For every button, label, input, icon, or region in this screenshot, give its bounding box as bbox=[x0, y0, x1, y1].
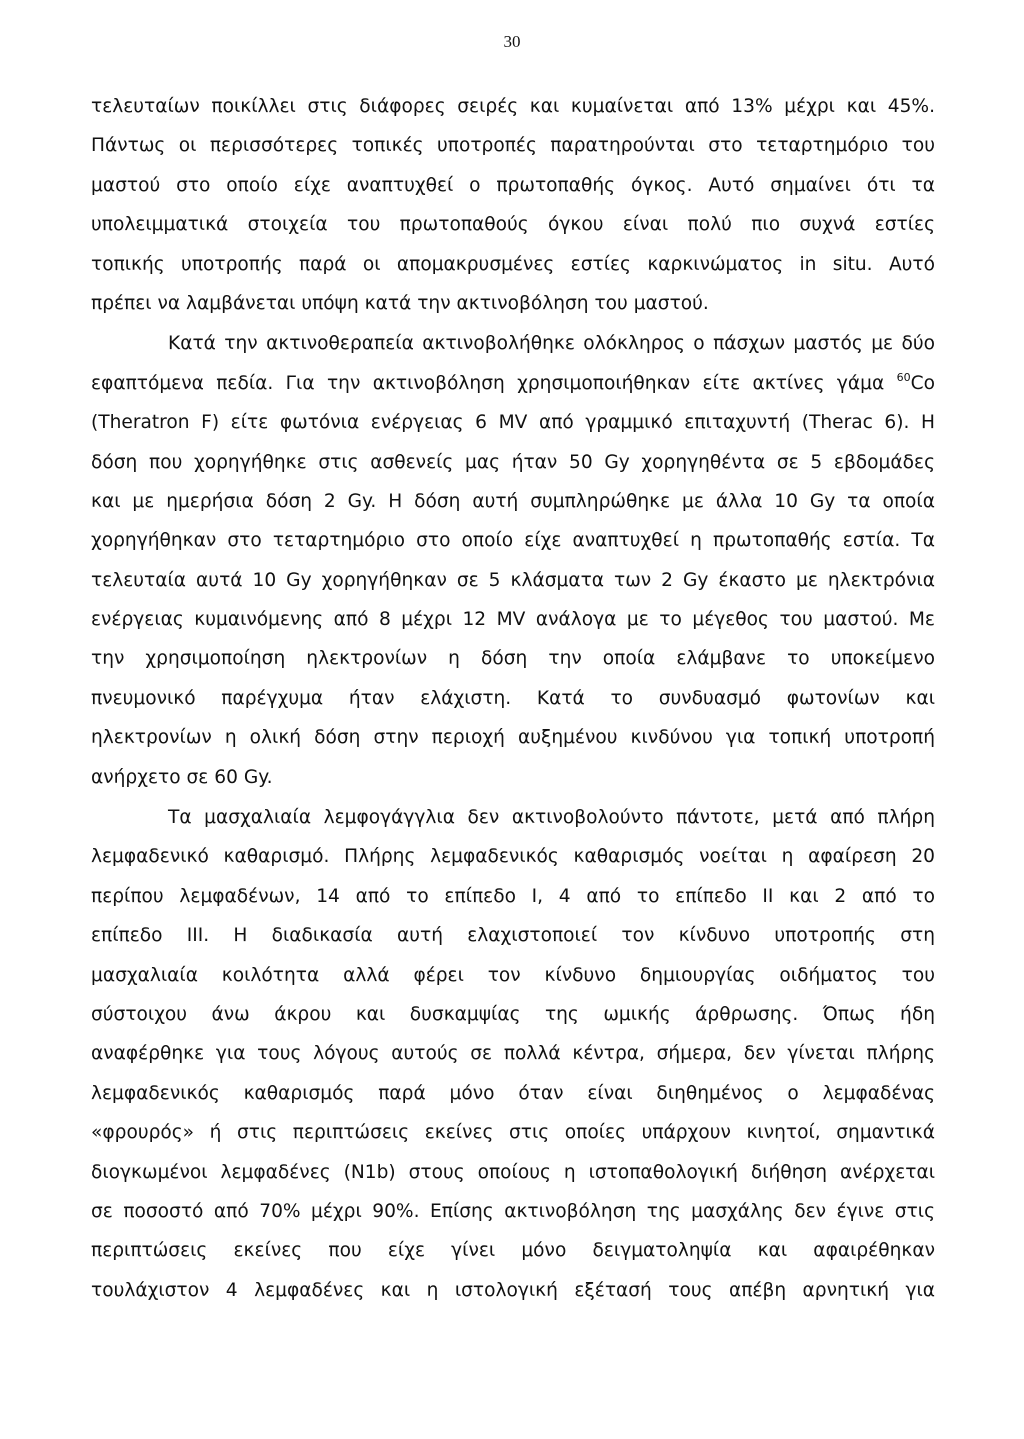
document-body bbox=[91, 87, 935, 1310]
text-line: πρέπει να λαμβάνεται υπόψη κατά την ακτινοβόληση του μαστού. bbox=[91, 292, 709, 314]
text-line: τελευταίων ποικίλλει στις διάφορες σειρές και κυμαίνεται από 13% μέχρι και 45%. bbox=[91, 96, 935, 117]
text-line: αναφέρθηκε για τους λόγους αυτούς σε πολλά κέντρα, σήμερα, δεν γίνεται πλήρης bbox=[91, 1043, 935, 1065]
text-line: δόση που χορηγήθηκε στις ασθενείς μας ήταν 50 Gy χορηγηθέντα σε 5 εβδομάδες bbox=[91, 451, 935, 473]
paragraph-3 bbox=[91, 798, 935, 1310]
text-line: λεμφαδενικό καθαρισμό. Πλήρης λεμφαδενικός καθαρισμός νοείται η αφαίρεση 20 bbox=[91, 846, 935, 868]
text-line: Τα μασχαλιαία λεμφογάγγλια δεν ακτινοβολούντο πάντοτε, μετά από πλήρη bbox=[168, 807, 935, 829]
text-line-with-isotope bbox=[91, 364, 935, 403]
paragraph-1 bbox=[91, 87, 935, 323]
text-line: επίπεδο III. Η διαδικασία αυτή ελαχιστοποιεί τον κίνδυνο υποτροπής στη bbox=[91, 925, 935, 947]
text-line: ηλεκτρονίων η ολική δόση στην περιοχή αυξημένου κινδύνου για τοπική υποτροπή bbox=[91, 727, 935, 749]
text-line: λεμφαδενικός καθαρισμός παρά μόνο όταν είναι διηθημένος ο λεμφαδένας bbox=[91, 1082, 935, 1104]
text-line: ανήρχετο σε 60 Gy. bbox=[91, 766, 273, 788]
text-line: πνευμονικό παρέγχυμα ήταν ελάχιστη. Κατά το συνδυασμό φωτονίων και bbox=[91, 687, 935, 709]
text-line: τοπικής υποτροπής παρά οι απομακρυσμένες εστίες καρκινώματος in situ. Αυτό bbox=[91, 253, 935, 275]
text-line: χορηγήθηκαν στο τεταρτημόριο στο οποίο είχε αναπτυχθεί η πρωτοπαθής εστία. Τα bbox=[91, 530, 935, 552]
text-line: σύστοιχου άνω άκρου και δυσκαμψίας της ωμικής άρθρωσης. Όπως ήδη bbox=[91, 1003, 935, 1025]
element-symbol: Co bbox=[910, 372, 935, 394]
text-line: υπολειμματικά στοιχεία του πρωτοπαθούς όγκου είναι πολύ πιο συχνά εστίες bbox=[91, 214, 935, 236]
text-line: περιπτώσεις εκείνες που είχε γίνει μόνο δειγματοληψία και αφαιρέθηκαν bbox=[91, 1240, 935, 1262]
text-line: περίπου λεμφαδένων, 14 από το επίπεδο I, 4 από το επίπεδο II και 2 από το bbox=[91, 885, 935, 907]
isotope-mass-number: 60 bbox=[896, 370, 911, 384]
paragraph-2 bbox=[91, 324, 935, 797]
page-number: 30 bbox=[503, 32, 521, 51]
text-line: Κατά την ακτινοθεραπεία ακτινοβολήθηκε ολόκληρος ο πάσχων μαστός με δύο bbox=[168, 333, 935, 355]
text-line: τουλάχιστον 4 λεμφαδένες και η ιστολογική εξέτασή τους απέβη αρνητική για bbox=[91, 1279, 935, 1301]
text-line: μασχαλιαία κοιλότητα αλλά φέρει τον κίνδυνο δημιουργίας οιδήματος του bbox=[91, 964, 935, 986]
line-text: εφαπτόμενα πεδία. Για την ακτινοβόληση χρησιμοποιήθηκαν είτε ακτίνες γάμα bbox=[91, 372, 897, 394]
text-line: μαστού στο οποίο είχε αναπτυχθεί ο πρωτοπαθής όγκος. Αυτό σημαίνει ότι τα bbox=[91, 174, 935, 196]
text-line: και με ημερήσια δόση 2 Gy. Η δόση αυτή συμπληρώθηκε με άλλα 10 Gy τα οποία bbox=[91, 490, 935, 512]
text-line: διογκωμένοι λεμφαδένες (N1b) στους οποίους η ιστοπαθολογική διήθηση ανέρχεται bbox=[91, 1161, 935, 1183]
text-line: Πάντως οι περισσότερες τοπικές υποτροπές παρατηρούνται στο τεταρτημόριο του bbox=[91, 135, 935, 157]
text-line: την χρησιμοποίηση ηλεκτρονίων η δόση την οποία ελάμβανε το υποκείμενο bbox=[91, 648, 935, 670]
text-line: τελευταία αυτά 10 Gy χορηγήθηκαν σε 5 κλάσματα των 2 Gy έκαστο με ηλεκτρόνια bbox=[91, 569, 935, 591]
text-line: «φρουρός» ή στις περιπτώσεις εκείνες στις οποίες υπάρχουν κινητοί, σημαντικά bbox=[91, 1122, 935, 1144]
text-line: (Theratron F) είτε φωτόνια ενέργειας 6 MV από γραμμικό επιταχυντή (Therac 6). Η bbox=[91, 412, 935, 434]
text-line: ενέργειας κυμαινόμενης από 8 μέχρι 12 MV ανάλογα με το μέγεθος του μαστού. Με bbox=[91, 609, 935, 631]
text-line: σε ποσοστό από 70% μέχρι 90%. Επίσης ακτινοβόληση της μασχάλης δεν έγινε στις bbox=[91, 1200, 935, 1222]
